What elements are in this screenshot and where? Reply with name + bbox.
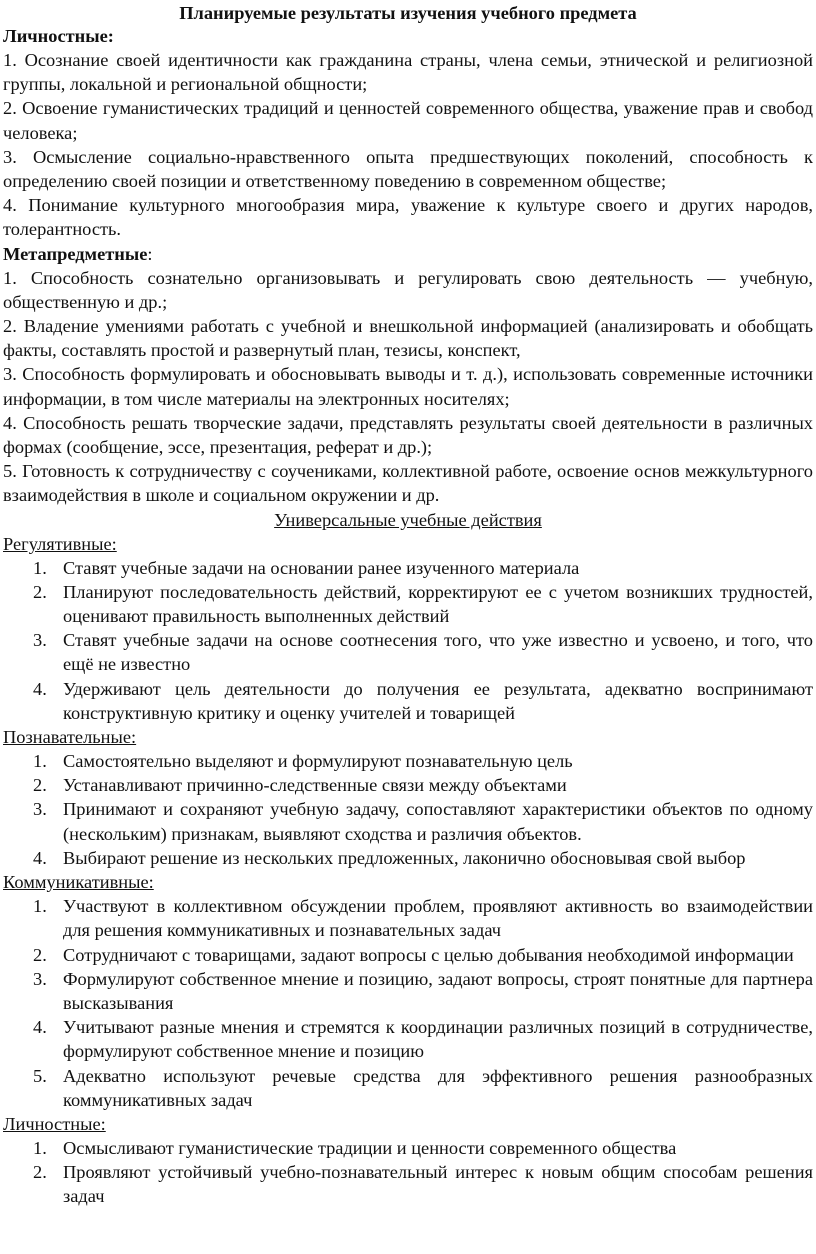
- list-item: [3, 749, 813, 773]
- cognitive-list: [3, 749, 813, 870]
- communicative-list: [3, 894, 813, 1112]
- list-item: [3, 943, 813, 967]
- list-number: 4.: [33, 847, 47, 868]
- list-item-text: Выбирают решение из нескольких предложенных, лаконично обосновывая свой выбор: [63, 847, 746, 868]
- list-item-text: Самостоятельно выделяют и формулируют познавательную цель: [63, 751, 573, 772]
- list-number: 3.: [33, 630, 47, 651]
- cognitive-heading: Познавательные:: [3, 727, 137, 748]
- list-item: [3, 894, 813, 942]
- personal-heading: Личностные:: [3, 26, 114, 46]
- list-item: [3, 797, 813, 845]
- list-item: [3, 1064, 813, 1112]
- list-item-text: Учитывают разные мнения и стремятся к координации различных позиций в сотрудничестве, формулируют собственное мнение и позицию: [63, 1017, 813, 1062]
- personal2-list: [3, 1136, 813, 1209]
- list-item-text: Удерживают цель деятельности до получения ее результата, адекватно воспринимают конструктивную критику и оценку учителей и товарищей: [63, 678, 813, 723]
- list-item-text: Ставят учебные задачи на основе соотнесения того, что уже известно и усвоено, и того, что ещё не известно: [63, 630, 813, 675]
- list-number: 4.: [33, 1017, 47, 1038]
- meta-heading-colon: :: [147, 243, 153, 264]
- list-number: 2.: [33, 581, 47, 602]
- list-item: [3, 1160, 813, 1208]
- meta-item-3: 3. Способность формулировать и обосновывать выводы и т. д.), использовать современные источники информации, в том числе материалы на электронных носителях;: [3, 364, 813, 409]
- list-number: 3.: [33, 968, 47, 989]
- meta-heading-line: [3, 242, 813, 266]
- communicative-heading: Коммуникативные:: [3, 872, 154, 893]
- list-item: [3, 677, 813, 725]
- list-item-text: Сотрудничают с товарищами, задают вопросы с целью добывания необходимой информации: [63, 944, 794, 965]
- list-item-text: Планируют последовательность действий, корректируют ее с учетом возникших трудностей, оценивают правильность выполненных действий: [63, 581, 813, 627]
- list-item: [3, 556, 813, 580]
- list-item: [3, 967, 813, 1015]
- list-item: [3, 773, 813, 797]
- list-number: 1.: [33, 896, 47, 917]
- list-number: 1.: [33, 557, 47, 578]
- list-item: [3, 1136, 813, 1160]
- meta-item-5: 5. Готовность к сотрудничеству с соучениками, коллективной работе, освоение основ межкультурного взаимодействия в школе и социальном окружении и др.: [3, 461, 813, 506]
- list-number: 3.: [33, 799, 47, 820]
- list-number: 1.: [33, 1137, 47, 1158]
- list-item-text: Устанавливают причинно-следственные связи между объектами: [63, 775, 567, 796]
- personal-item-3: 3. Осмысление социально-нравственного опыта предшествующих поколений, способность к определению своей позиции и ответственному поведению в современном обществе;: [3, 146, 813, 192]
- list-number: 1.: [33, 751, 47, 772]
- list-item: [3, 580, 813, 628]
- list-item-text: Ставят учебные задачи на основании ранее изученного материала: [63, 557, 580, 578]
- document-title: Планируемые результаты изучения учебного предмета: [179, 3, 637, 23]
- personal-item-4: 4. Понимание культурного многообразия мира, уважение к культуре своего и других народов, толерантность.: [3, 195, 813, 240]
- meta-heading: Метапредметные: [3, 243, 148, 264]
- list-item: [3, 846, 813, 870]
- meta-item-2: 2. Владение умениями работать с учебной и внешкольной информацией (анализировать и обобщать факты, составлять простой и развернутый план, тезисы, конспект,: [3, 316, 813, 361]
- personal-item-2: 2. Освоение гуманистических традиций и ценностей современного общества, уважение прав и свобод человека;: [3, 98, 813, 143]
- list-item-text: Принимают и сохраняют учебную задачу, сопоставляют характеристики объектов по одному (нескольким) признакам, выявляют сходства и различия объектов.: [63, 799, 813, 844]
- uud-heading: Универсальные учебные действия: [274, 509, 542, 530]
- list-item-text: Адекватно используют речевые средства для эффективного решения разнообразных коммуникативных задач: [63, 1065, 813, 1110]
- list-item: [3, 1015, 813, 1063]
- list-item-text: Проявляют устойчивый учебно-познавательный интерес к новым общим способам решения задач: [63, 1162, 813, 1207]
- regulatory-heading: Регулятивные:: [3, 533, 117, 554]
- list-item: [3, 628, 813, 676]
- list-item-text: Участвуют в коллективном обсуждении проблем, проявляют активность во взаимодействии для решения коммуникативных и познавательных задач: [63, 896, 813, 941]
- regulatory-list: [3, 556, 813, 725]
- list-number: 2.: [33, 1162, 47, 1183]
- meta-item-1: 1. Способность сознательно организовывать и регулировать свою деятельность — учебную, общественную и др.;: [3, 267, 813, 312]
- list-number: 4.: [33, 678, 47, 699]
- list-item-text: Осмысливают гуманистические традиции и ценности современного общества: [63, 1137, 677, 1158]
- meta-item-4: 4. Способность решать творческие задачи, представлять результаты своей деятельности в различных формах (сообщение, эссе, презентация, реферат и др.);: [3, 412, 813, 458]
- list-number: 2.: [33, 775, 47, 796]
- list-item-text: Формулируют собственное мнение и позицию, задают вопросы, строят понятные для партнера высказывания: [63, 968, 813, 1013]
- personal2-heading: Личностные:: [3, 1113, 106, 1134]
- personal-item-1: 1. Осознание своей идентичности как гражданина страны, члена семьи, этнической и религиозной группы, локальной и региональной общности;: [3, 50, 813, 95]
- list-number: 2.: [33, 944, 47, 965]
- list-number: 5.: [33, 1065, 47, 1086]
